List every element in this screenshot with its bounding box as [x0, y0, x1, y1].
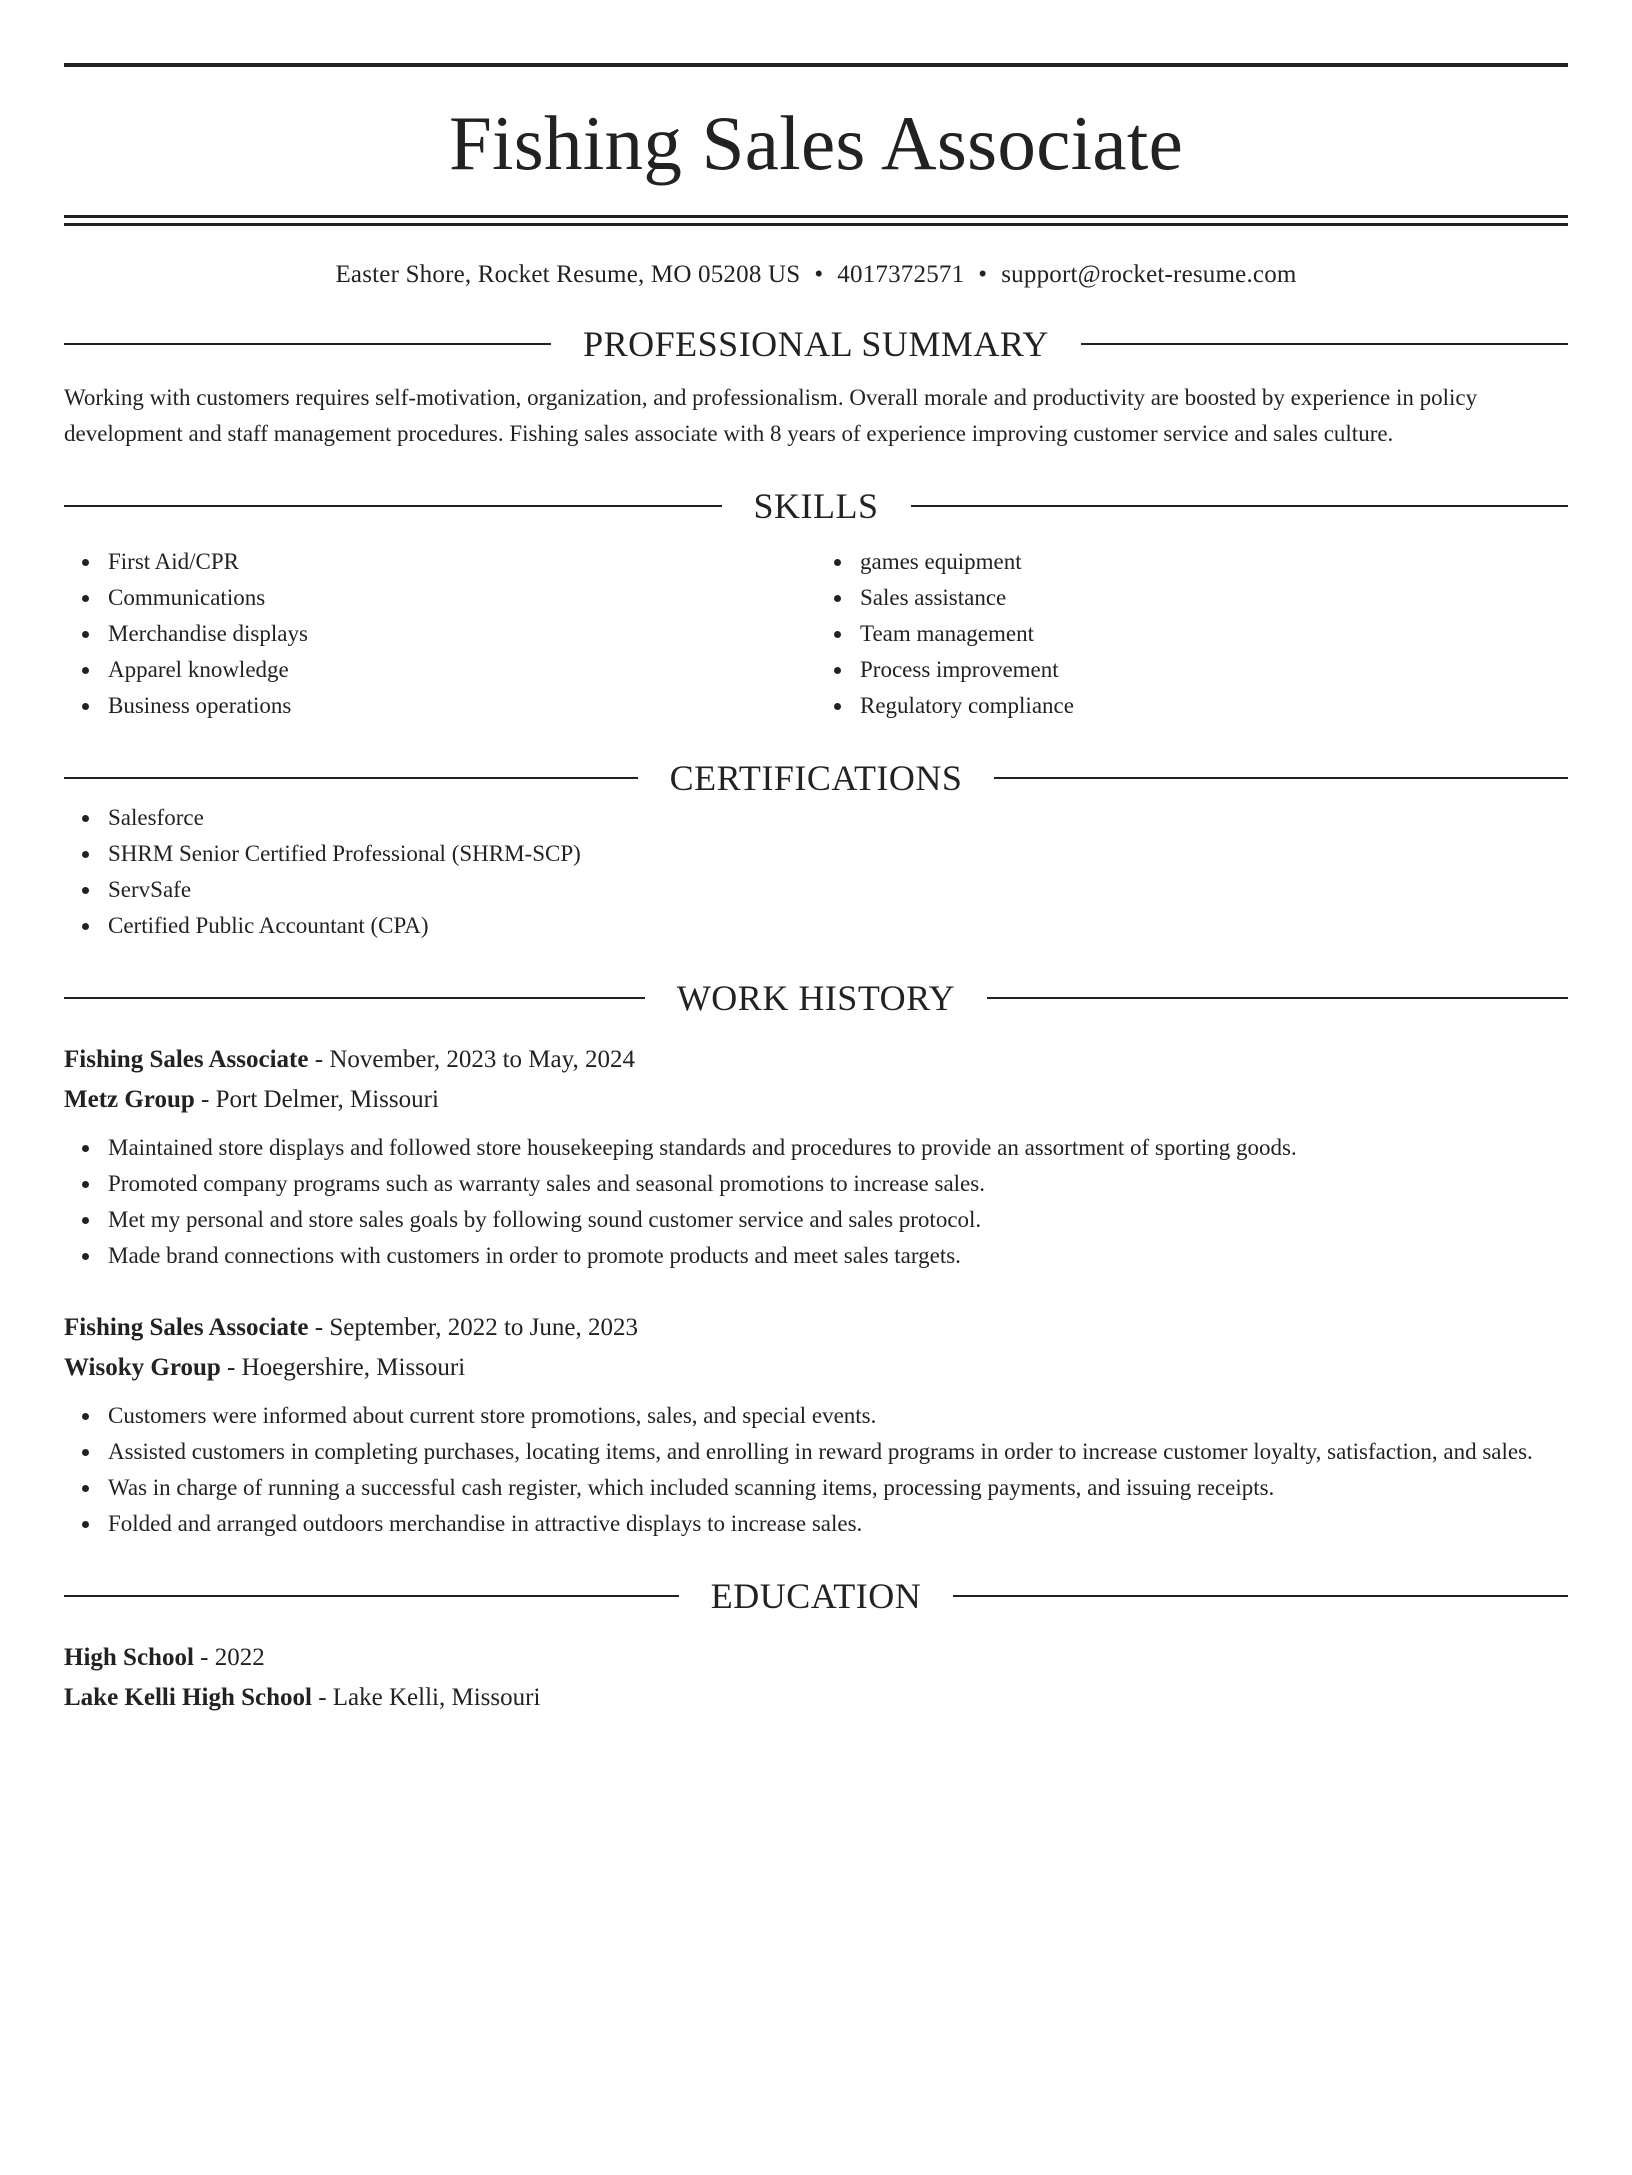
job-role: Fishing Sales Associate: [64, 1314, 309, 1341]
job-duties-list: [64, 1130, 1568, 1274]
section-rule: [911, 505, 1569, 507]
list-item: Assisted customers in completing purchases, locating items, and enrolling in reward programs in order to increase customer loyalty, satisfaction, and sales.: [108, 1434, 1568, 1470]
list-item: Business operations: [108, 688, 816, 724]
job-role: Fishing Sales Associate: [64, 1046, 309, 1073]
dash-separator: -: [194, 1086, 216, 1113]
contact-address: Easter Shore, Rocket Resume, MO 05208 US: [335, 261, 801, 288]
education-entry: [64, 1638, 1568, 1718]
section-rule: [1081, 343, 1568, 345]
list-item: Process improvement: [860, 652, 1568, 688]
contact-email: support@rocket-resume.com: [1001, 261, 1297, 288]
contact-info: [64, 260, 1568, 290]
dash-separator: -: [311, 1684, 333, 1711]
job-company: Metz Group: [64, 1086, 195, 1113]
job-entry: [64, 1308, 1568, 1542]
job-role-line: [64, 1040, 1568, 1080]
list-item: Maintained store displays and followed store housekeeping standards and procedures to provide an assortment of sporting goods.: [108, 1130, 1568, 1166]
contact-separator: •: [978, 261, 988, 288]
list-item: SHRM Senior Certified Professional (SHRM-SCP): [108, 836, 1568, 872]
top-rule: [64, 63, 1568, 67]
section-rule: [64, 997, 645, 999]
list-item: ServSafe: [108, 872, 1568, 908]
summary-text: Working with customers requires self-motivation, organization, and professionalism. Overall morale and productivity are boosted by experience in policy development and staff management procedures. Fishing sales associate with 8 years of experience improving customer service and sales culture.: [64, 385, 1478, 446]
dash-separator: -: [193, 1644, 215, 1671]
section-title: EDUCATION: [710, 1576, 922, 1616]
certifications-list: [64, 800, 1568, 944]
section-rule: [994, 777, 1568, 779]
section-title: PROFESSIONAL SUMMARY: [583, 324, 1049, 364]
contact-phone: 4017372571: [837, 261, 965, 288]
dash-separator: -: [308, 1046, 330, 1073]
skills-column-left: [64, 544, 816, 724]
section-title: CERTIFICATIONS: [669, 758, 963, 798]
job-dates: September, 2022 to June, 2023: [329, 1314, 638, 1341]
section-header-summary: [64, 322, 1568, 366]
list-item: Met my personal and store sales goals by following sound customer service and sales protocol.: [108, 1202, 1568, 1238]
resume-title: Fishing Sales Associate: [448, 100, 1184, 186]
list-item: Was in charge of running a successful cash register, which included scanning items, processing payments, and issuing receipts.: [108, 1470, 1568, 1506]
list-item: Customers were informed about current store promotions, sales, and special events.: [108, 1398, 1568, 1434]
skills-list: [64, 544, 1568, 724]
list-item: Certified Public Accountant (CPA): [108, 908, 1568, 944]
section-header-skills: [64, 484, 1568, 528]
list-item: Made brand connections with customers in order to promote products and meet sales targets.: [108, 1238, 1568, 1274]
list-item: First Aid/CPR: [108, 544, 816, 580]
job-dates: November, 2023 to May, 2024: [329, 1046, 635, 1073]
section-rule: [64, 777, 638, 779]
section-rule: [953, 1595, 1568, 1597]
list-item: Salesforce: [108, 800, 1568, 836]
section-rule: [64, 1595, 679, 1597]
job-company-line: [64, 1080, 1568, 1120]
job-location: Hoegershire, Missouri: [241, 1354, 466, 1381]
list-item: Communications: [108, 580, 816, 616]
education-school-line: [64, 1678, 1568, 1718]
section-header-education: [64, 1574, 1568, 1618]
dash-separator: -: [308, 1314, 330, 1341]
list-item: Sales assistance: [860, 580, 1568, 616]
list-item: Regulatory compliance: [860, 688, 1568, 724]
education-year: 2022: [214, 1644, 265, 1671]
list-item: Promoted company programs such as warranty sales and seasonal promotions to increase sales.: [108, 1166, 1568, 1202]
skills-column-right: [816, 544, 1568, 724]
list-item: Team management: [860, 616, 1568, 652]
section-rule: [987, 997, 1568, 999]
resume-page: [0, 63, 1632, 2175]
education-location: Lake Kelli, Missouri: [332, 1684, 541, 1711]
section-header-certifications: [64, 756, 1568, 800]
section-title: SKILLS: [753, 486, 879, 526]
job-company: Wisoky Group: [64, 1354, 221, 1381]
section-header-work-history: [64, 976, 1568, 1020]
section-rule: [64, 505, 722, 507]
job-entry: [64, 1040, 1568, 1274]
section-title: WORK HISTORY: [676, 978, 956, 1018]
job-duties-list: [64, 1398, 1568, 1542]
education-degree: High School: [64, 1644, 194, 1671]
education-school: Lake Kelli High School: [64, 1684, 312, 1711]
dash-separator: -: [220, 1354, 242, 1381]
job-company-line: [64, 1348, 1568, 1388]
section-rule: [64, 343, 551, 345]
list-item: Merchandise displays: [108, 616, 816, 652]
job-location: Port Delmer, Missouri: [215, 1086, 439, 1113]
list-item: Apparel knowledge: [108, 652, 816, 688]
education-degree-line: [64, 1638, 1568, 1678]
list-item: Folded and arranged outdoors merchandise in attractive displays to increase sales.: [108, 1506, 1568, 1542]
list-item: games equipment: [860, 544, 1568, 580]
double-rule: [64, 215, 1568, 226]
contact-separator: •: [814, 261, 824, 288]
job-role-line: [64, 1308, 1568, 1348]
